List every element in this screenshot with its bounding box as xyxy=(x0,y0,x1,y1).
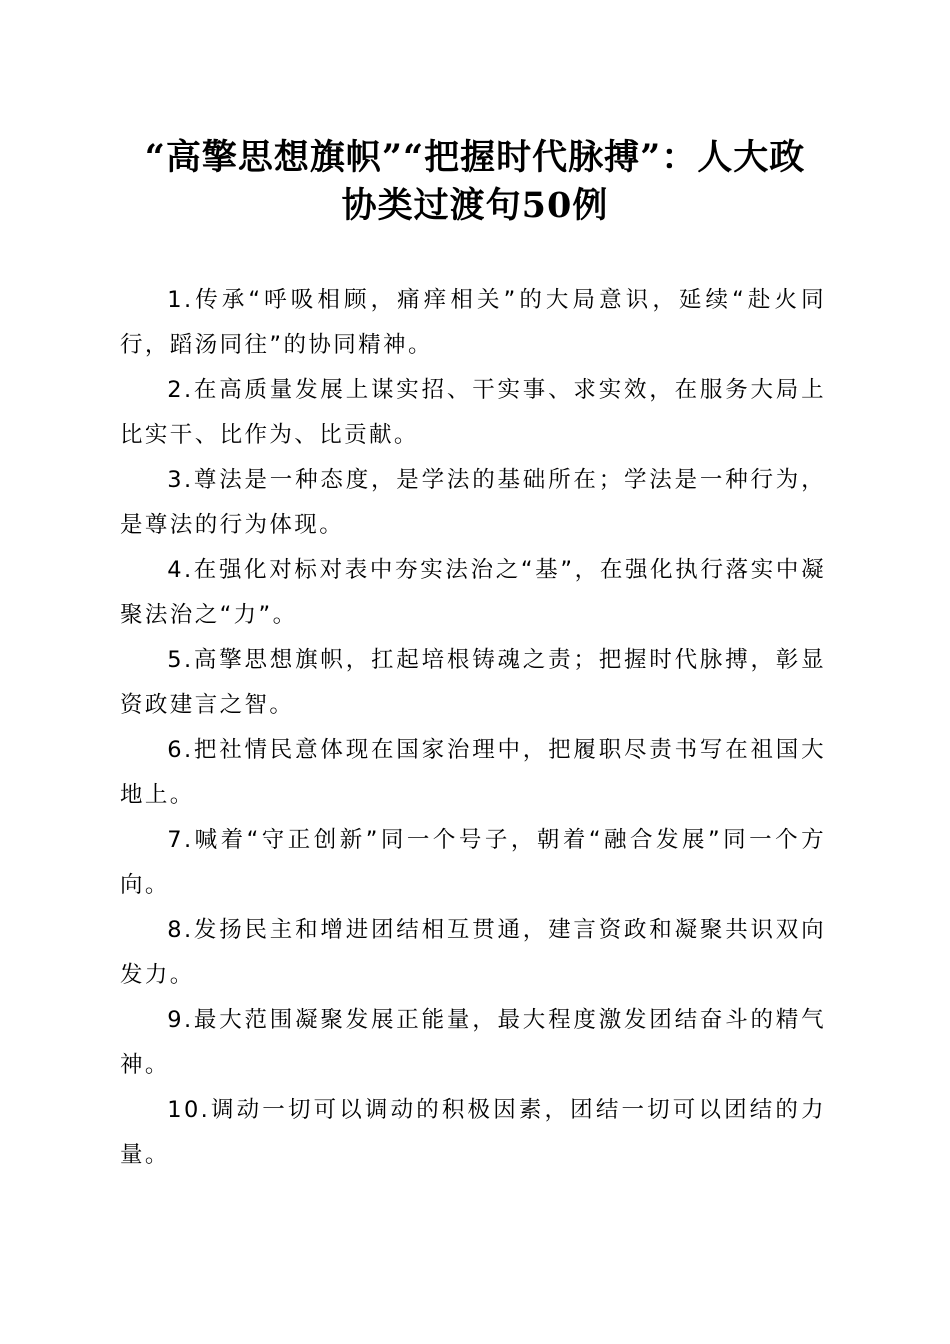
title-line-1: “高擎思想旗帜”“把握时代脉搏”：人大政 xyxy=(144,137,806,178)
list-item: 9.最大范围凝聚发展正能量，最大程度激发团结奋斗的精气神。 xyxy=(120,1007,826,1078)
list-item: 2.在高质量发展上谋实招、干实事、求实效，在服务大局上比实干、比作为、比贡献。 xyxy=(120,377,826,448)
sentence-list xyxy=(120,278,826,1178)
list-item: 5.高擎思想旗帜，扛起培根铸魂之责；把握时代脉搏，彰显资政建言之智。 xyxy=(120,647,826,718)
list-item: 10.调动一切可以调动的积极因素，团结一切可以团结的力量。 xyxy=(120,1097,826,1168)
title-line-2: 协类过渡句50例 xyxy=(341,185,609,226)
list-item: 6.把社情民意体现在国家治理中，把履职尽责书写在祖国大地上。 xyxy=(120,737,826,808)
list-item: 4.在强化对标对表中夯实法治之“基”，在强化执行落实中凝聚法治之“力”。 xyxy=(120,557,826,628)
list-item: 1.传承“呼吸相顾，痛痒相关”的大局意识，延续“赴火同行，蹈汤同往”的协同精神。 xyxy=(120,287,826,358)
page-title xyxy=(112,134,838,230)
list-item: 8.发扬民主和增进团结相互贯通，建言资政和凝聚共识双向发力。 xyxy=(120,917,826,988)
list-item: 3.尊法是一种态度，是学法的基础所在；学法是一种行为，是尊法的行为体现。 xyxy=(120,467,826,538)
list-item: 7.喊着“守正创新”同一个号子，朝着“融合发展”同一个方向。 xyxy=(120,827,826,898)
